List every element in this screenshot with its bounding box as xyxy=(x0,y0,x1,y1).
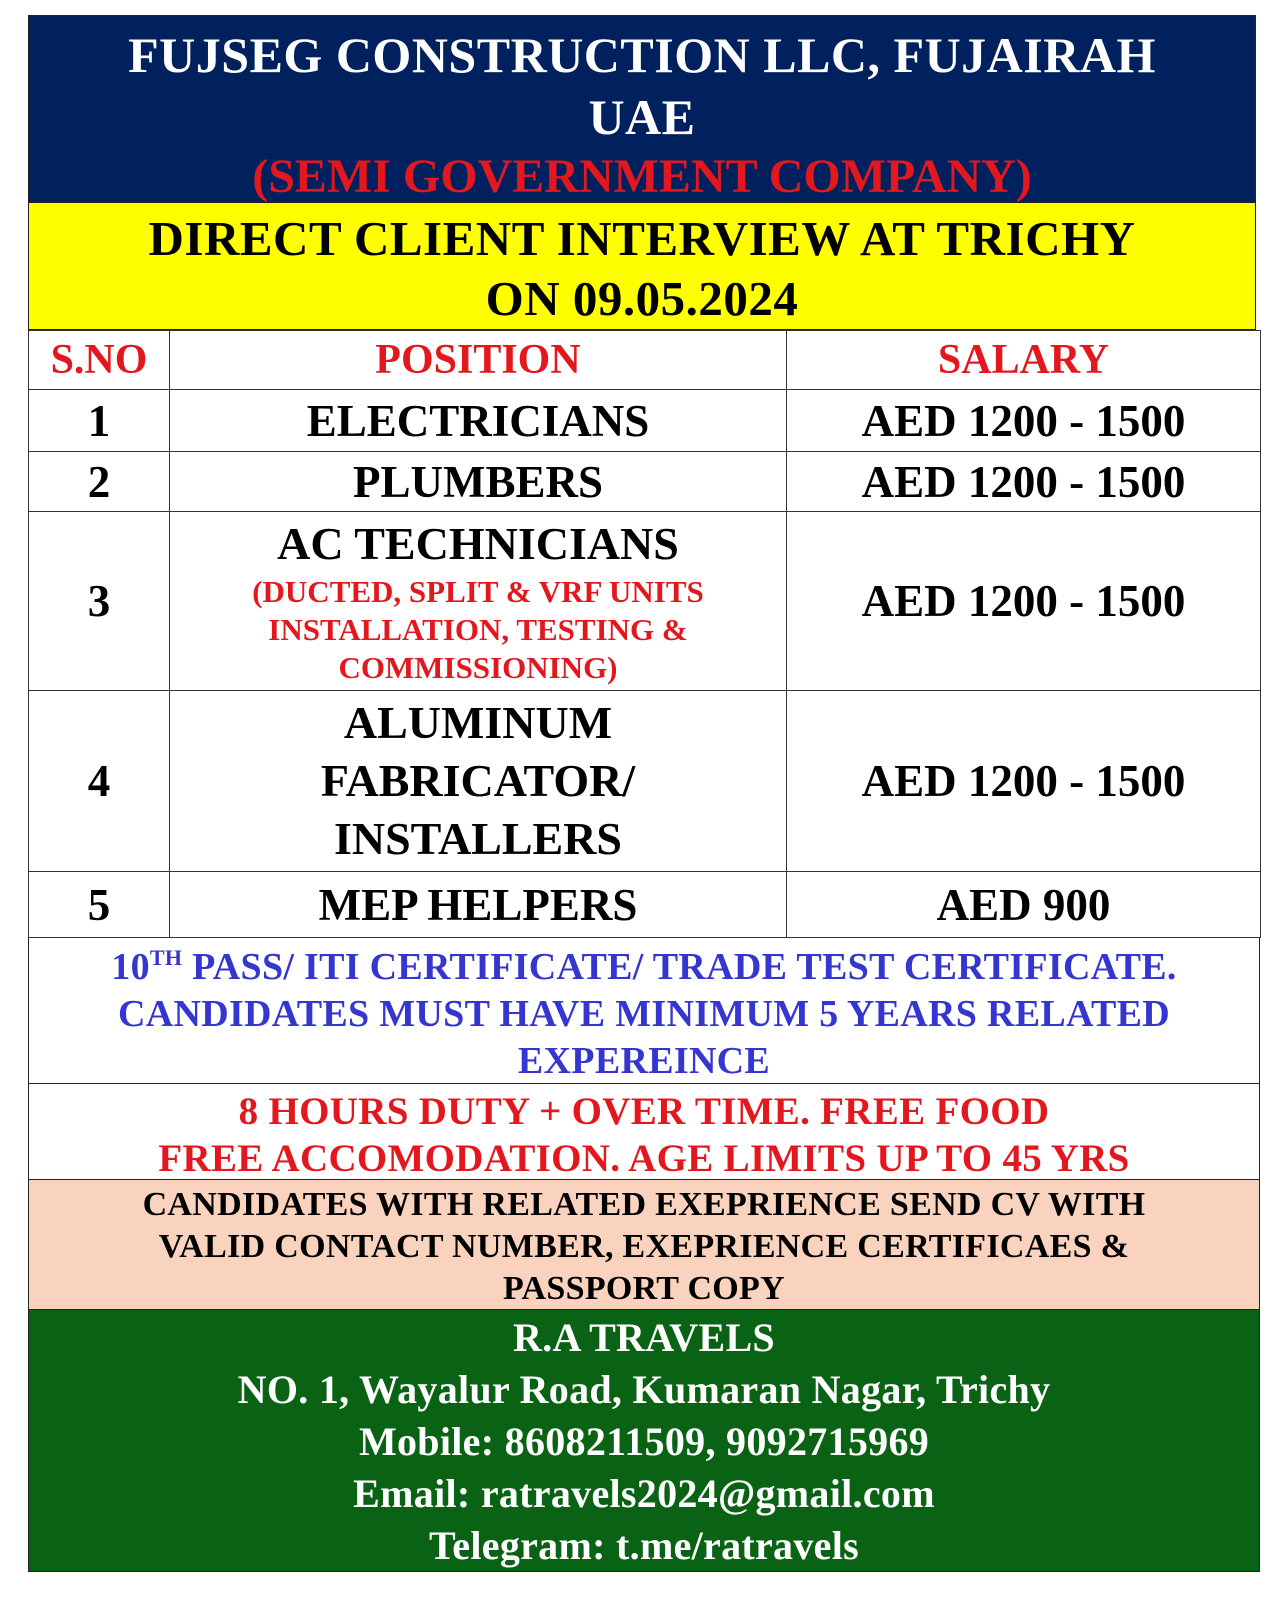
row-position: PLUMBERS xyxy=(170,452,787,512)
row-sno: 3 xyxy=(29,512,170,691)
row-salary: AED 900 xyxy=(787,872,1261,938)
apply-line: CANDIDATES WITH RELATED EXEPRIENCE SEND CV WITH xyxy=(142,1186,1146,1223)
row-salary: AED 1200 - 1500 xyxy=(787,691,1261,872)
table-row xyxy=(29,691,1261,872)
company-header xyxy=(28,15,1256,203)
row-sno: 4 xyxy=(29,691,170,872)
row-sno: 5 xyxy=(29,872,170,938)
requirements-grade-suffix: TH xyxy=(149,945,183,970)
company-name: FUJSEG CONSTRUCTION LLC, FUJAIRAH xyxy=(128,27,1156,83)
benefits-line: 8 HOURS DUTY + OVER TIME. FREE FOOD xyxy=(238,1090,1050,1133)
requirements-grade: 10 xyxy=(111,946,150,988)
column-header-salary: SALARY xyxy=(787,331,1261,390)
row-sno: 1 xyxy=(29,390,170,452)
requirements-line: CANDIDATES MUST HAVE MINIMUM 5 YEARS RELATED xyxy=(118,993,1170,1035)
row-position: MEP HELPERS xyxy=(170,872,787,938)
positions-table xyxy=(28,330,1261,938)
requirements-line xyxy=(29,944,1259,991)
job-poster xyxy=(28,15,1260,1572)
position-note-line: INSTALLATION, TESTING & xyxy=(268,612,688,647)
position-note-line: COMMISSIONING) xyxy=(338,650,618,685)
apply-line: PASSPORT COPY xyxy=(503,1270,785,1307)
requirements-line: EXPEREINCE xyxy=(517,1040,771,1082)
position-title: AC TECHNICIANS xyxy=(277,518,679,569)
column-header-sno: S.NO xyxy=(29,331,170,390)
apply-line: VALID CONTACT NUMBER, EXEPRIENCE CERTIFICAES & xyxy=(158,1228,1130,1265)
table-header-row xyxy=(29,331,1261,390)
table-row xyxy=(29,872,1261,938)
interview-banner xyxy=(28,203,1256,330)
table-row xyxy=(29,390,1261,452)
position-title-line: FABRICATOR/ xyxy=(320,755,636,806)
requirements-section xyxy=(28,938,1260,1084)
row-position: ELECTRICIANS xyxy=(170,390,787,452)
row-position xyxy=(170,512,787,691)
table-row xyxy=(29,452,1261,512)
agency-mobile: Mobile: 8608211509, 9092715969 xyxy=(358,1419,930,1464)
requirements-certificates: PASS/ ITI CERTIFICATE/ TRADE TEST CERTIFICATE. xyxy=(182,946,1177,988)
benefits-section xyxy=(28,1084,1260,1180)
row-salary: AED 1200 - 1500 xyxy=(787,512,1261,691)
row-sno: 2 xyxy=(29,452,170,512)
agency-name: R.A TRAVELS xyxy=(513,1315,775,1360)
position-title-line: INSTALLERS xyxy=(333,813,623,864)
row-salary: AED 1200 - 1500 xyxy=(787,390,1261,452)
agency-email: Email: ratravels2024@gmail.com xyxy=(353,1471,935,1516)
agency-address: NO. 1, Wayalur Road, Kumaran Nagar, Trichy xyxy=(237,1367,1051,1412)
agency-telegram: Telegram: t.me/ratravels xyxy=(429,1523,859,1568)
table-row xyxy=(29,512,1261,691)
apply-instructions xyxy=(28,1180,1260,1310)
position-note-line: (DUCTED, SPLIT & VRF UNITS xyxy=(252,574,704,609)
column-header-position: POSITION xyxy=(170,331,787,390)
company-country: UAE xyxy=(588,89,696,145)
agency-contact xyxy=(28,1310,1260,1572)
interview-location: DIRECT CLIENT INTERVIEW AT TRICHY xyxy=(148,211,1136,266)
interview-date: ON 09.05.2024 xyxy=(485,271,799,326)
company-type: (SEMI GOVERNMENT COMPANY) xyxy=(252,150,1032,203)
row-salary: AED 1200 - 1500 xyxy=(787,452,1261,512)
row-position xyxy=(170,691,787,872)
position-title-line: ALUMINUM xyxy=(343,697,613,748)
benefits-line: FREE ACCOMODATION. AGE LIMITS UP TO 45 YRS xyxy=(158,1137,1130,1180)
